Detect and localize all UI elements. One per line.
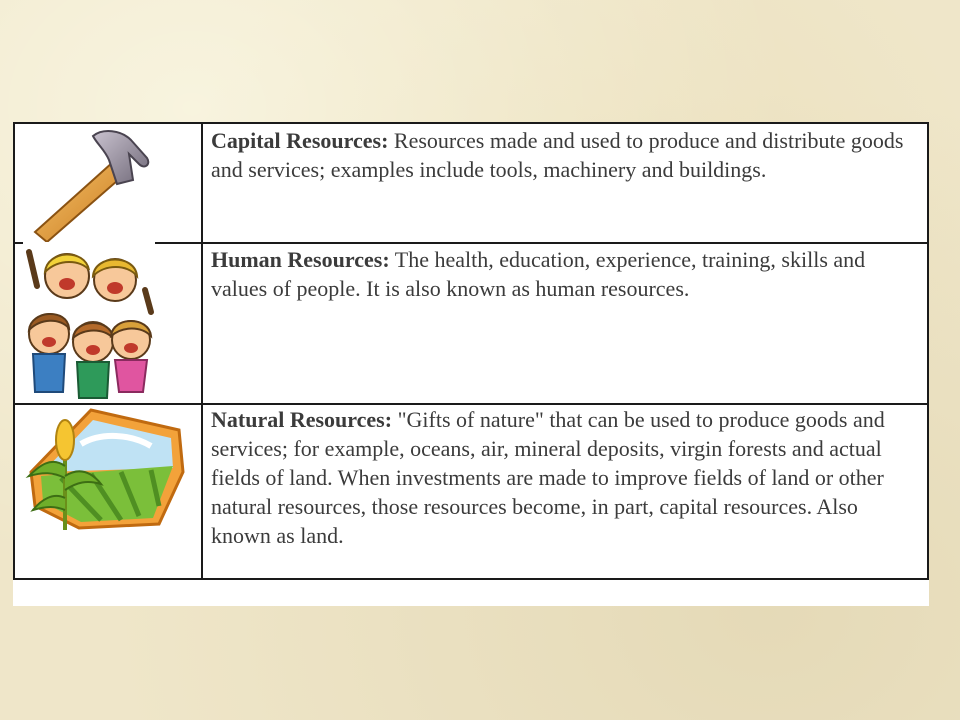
human-resources-term: Human Resources:	[211, 247, 390, 272]
natural-resources-row	[211, 405, 921, 550]
resources-table-panel	[13, 122, 929, 606]
natural-resources-term: Natural Resources:	[211, 407, 393, 432]
capital-resources-definition: Resources made and used to produce and distribute goods and services; examples include tools, machinery and buildings.	[211, 128, 904, 182]
corn-field-icon	[21, 406, 191, 534]
hammer-icon	[21, 124, 153, 242]
row-divider-1	[155, 242, 927, 244]
natural-resources-definition: "Gifts of nature" that can be used to produce goods and services; for example, oceans, air, mineral deposits, virgin forests and actual fields of land. When investments are made to improve fields of land or other natural resources, those resources become, in part, capital resources. Also known as land.	[211, 407, 885, 548]
column-divider	[201, 122, 203, 578]
capital-resources-row	[211, 126, 921, 184]
people-icon	[19, 242, 159, 402]
capital-resources-term: Capital Resources:	[211, 128, 389, 153]
human-resources-definition: The health, education, experience, training, skills and values of people. It is also known as human resources.	[211, 247, 866, 301]
human-resources-row	[211, 245, 921, 303]
